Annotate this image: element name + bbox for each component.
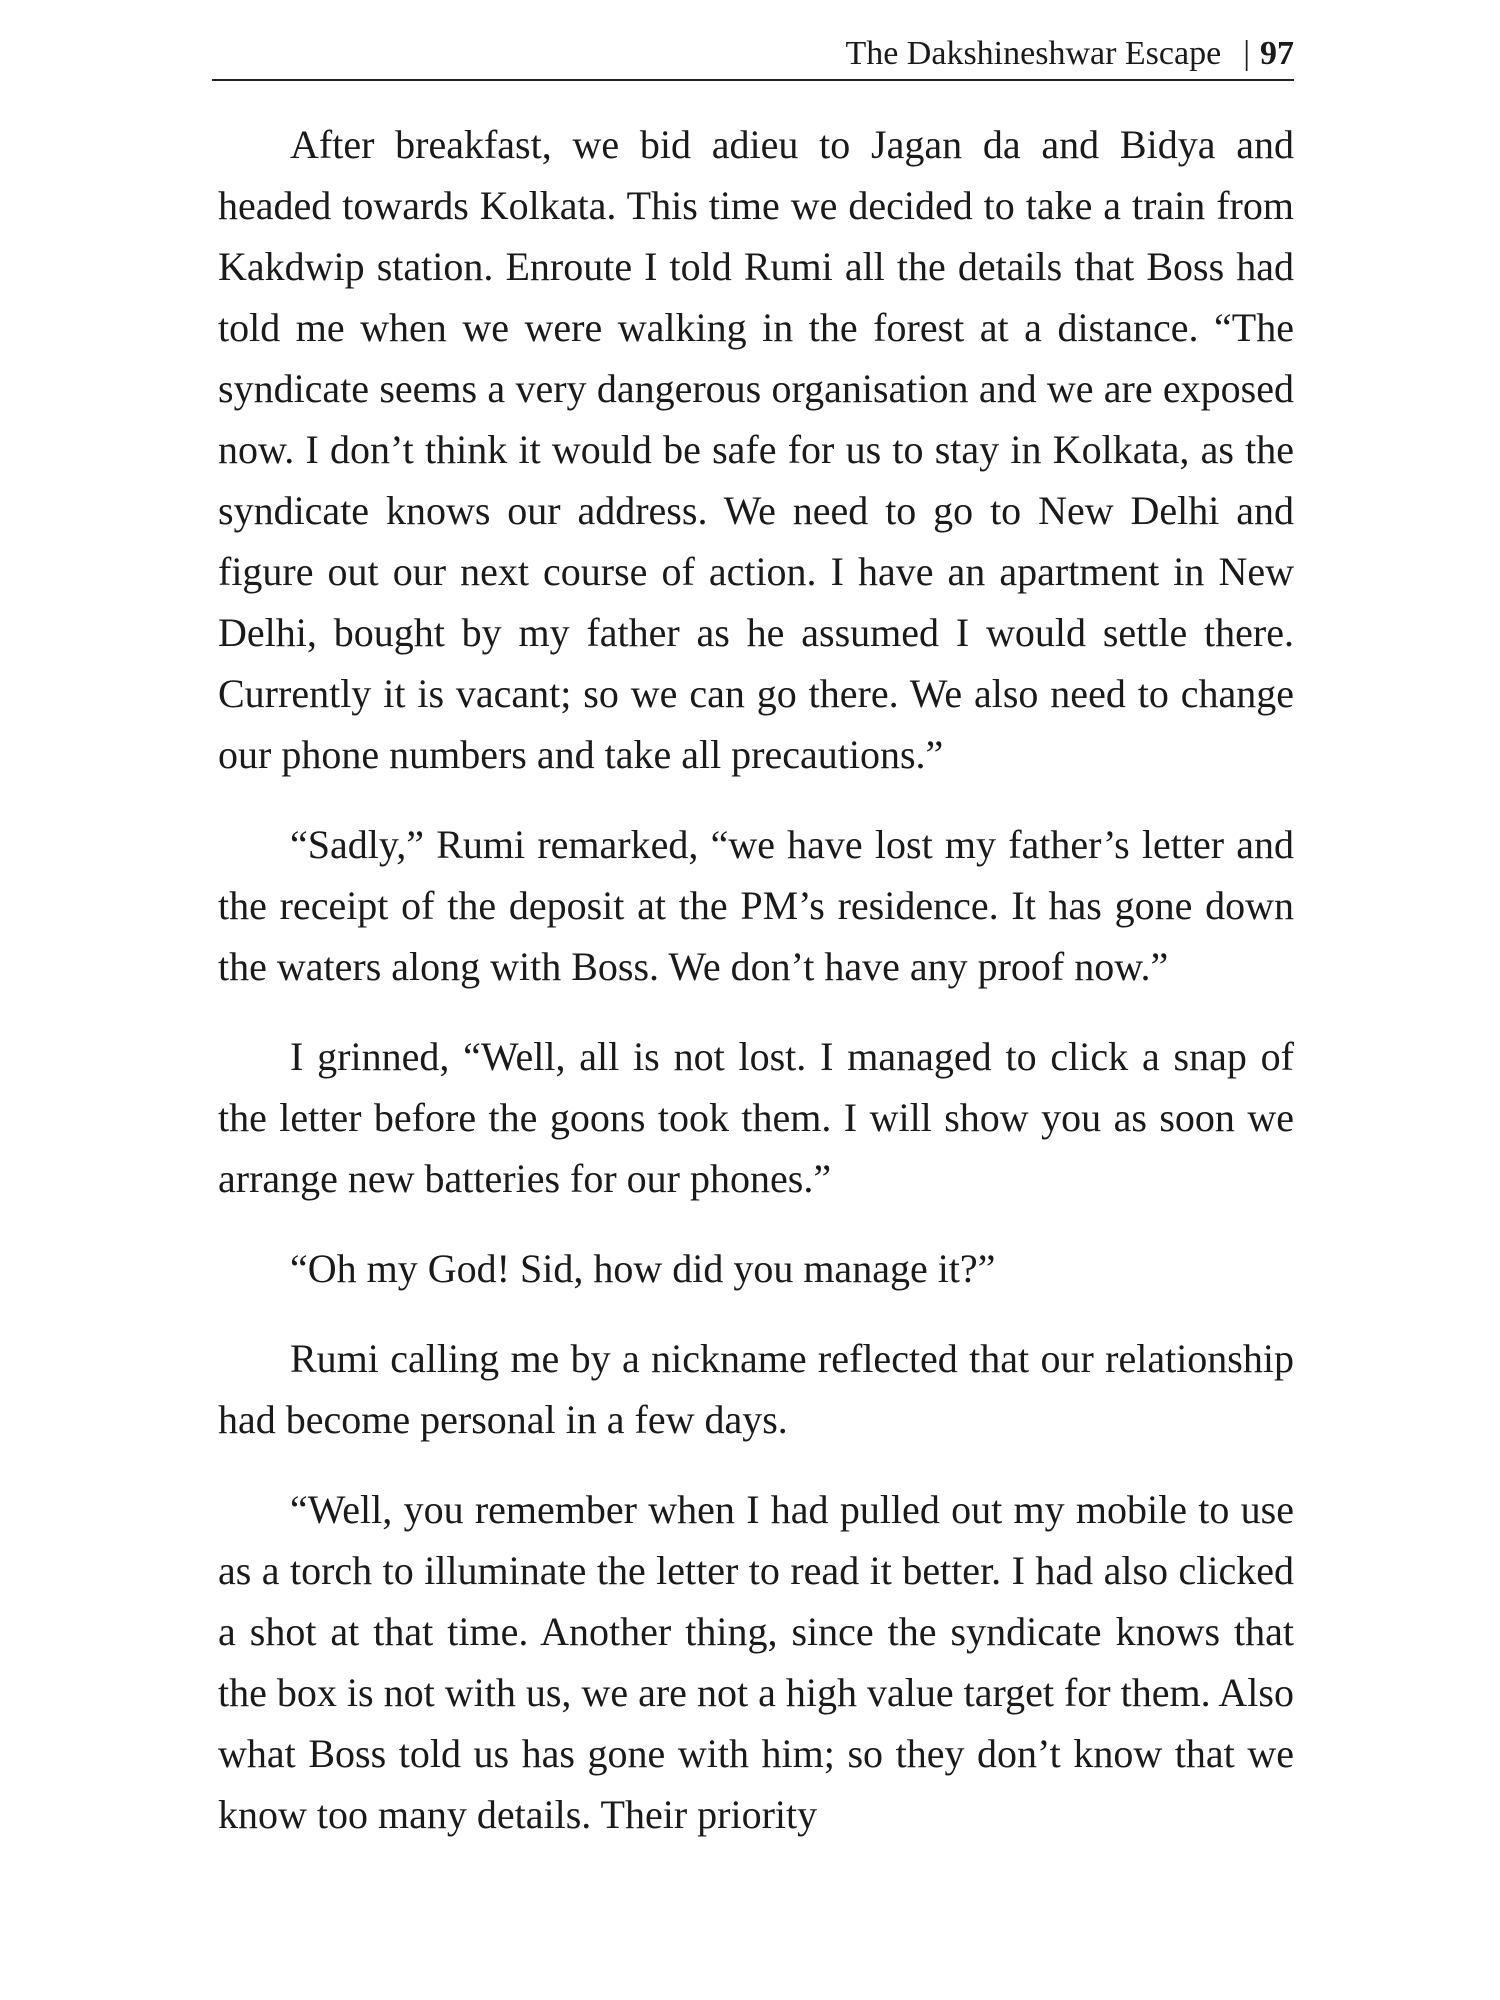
paragraph: “Sadly,” Rumi remarked, “we have lost my father’s letter and the receipt of the deposit at the PM’s residence. It has gone down the waters along with Boss. We don’t have any proof now.” xyxy=(218,822,1294,989)
paragraph: I grinned, “Well, all is not lost. I managed to click a snap of the letter before the goons took them. I will show you as soon we arrange new batteries for our phones.” xyxy=(218,1034,1294,1201)
paragraph: After breakfast, we bid adieu to Jagan da and Bidya and headed towards Kolkata. This time we decided to take a train from Kakdwip station. Enroute I told Rumi all the details that Boss had told me when we were walking in the forest at a distance. “The syndicate seems a very dangerous organisation and we are exposed now. I don’t think it would be safe for us to stay in Kolkata, as the syndicate knows our address. We need to go to New Delhi and figure out our next course of action. I have an apartment in New Delhi, bought by my father as he assumed I would settle there. Currently it is vacant; so we can go there. We also need to change our phone numbers and take all precautions.” xyxy=(218,122,1294,777)
paragraph: “Well, you remember when I had pulled out my mobile to use as a torch to illuminate the letter to read it better. I had also clicked a shot at that time. Another thing, since the syndicate knows that the box is not with us, we are not a high value target for them. Also what Boss told us has gone with him; so they don’t know that we know too many details. Their priority xyxy=(218,1487,1294,1837)
body-text xyxy=(218,114,1294,1845)
header-separator: | xyxy=(1243,35,1250,72)
page-number: 97 xyxy=(1260,35,1294,72)
running-header xyxy=(212,28,1294,80)
paragraph: “Oh my God! Sid, how did you manage it?” xyxy=(290,1246,996,1291)
paragraph: Rumi calling me by a nickname reflected that our relationship had become personal in a few days. xyxy=(218,1336,1294,1442)
chapter-title: The Dakshineshwar Escape xyxy=(845,35,1222,72)
header-rule xyxy=(212,79,1294,81)
